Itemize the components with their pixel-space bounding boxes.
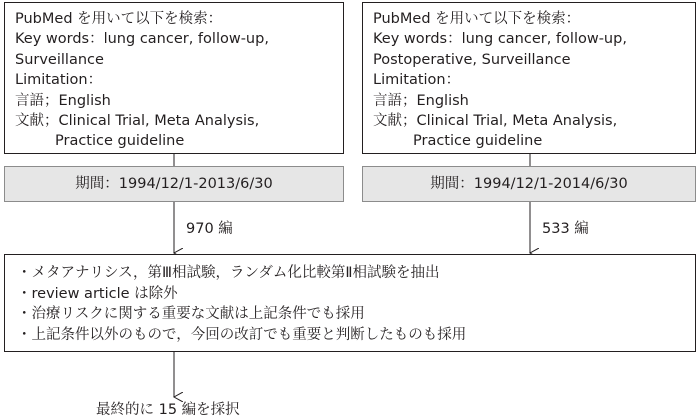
left-search-title: PubMed を用いて以下を検索： [15,11,223,27]
left-keywords-line1: Key words：lung cancer, follow-up, [15,31,269,48]
right-keywords-line1: Key words：lung cancer, follow-up, [373,31,627,48]
left-keywords-line2: Surveillance [15,51,104,68]
right-literature-line2: Practice guideline [413,133,543,150]
left-literature-line2: Practice guideline [55,133,185,150]
right-search-title: PubMed を用いて以下を検索： [373,11,581,27]
criteria-item: ・メタアナリシス，第Ⅲ相試験，ランダム化比較第Ⅱ相試験を抽出 [17,265,440,281]
final-result-label: 最終的に 15 編を採択 [96,402,240,418]
right-period-box: 期間：1994/12/1-2014/6/30 [362,166,696,202]
criteria-item: ・review article は除外 [17,285,178,302]
left-count-label: 970 編 [186,221,233,237]
left-limitation: Limitation： [15,72,103,89]
right-search-box [362,2,696,154]
criteria-box [4,254,696,352]
left-search-box [4,2,344,154]
right-limitation: Limitation： [373,72,461,89]
criteria-item: ・上記条件以外のもので，今回の改訂でも重要と判断したものも採用 [17,326,467,343]
right-language: 言語；English [373,92,469,109]
left-period-box: 期間：1994/12/1-2013/6/30 [4,166,344,202]
left-language: 言語；English [15,92,111,109]
right-keywords-line2: Postoperative, Surveillance [373,51,571,68]
right-count-label: 533 編 [542,221,589,237]
left-literature-line1: 文献；Clinical Trial, Meta Analysis, [15,113,260,130]
criteria-item: ・治療リスクに関する重要な文献は上記条件でも採用 [17,306,365,322]
right-literature-line1: 文献；Clinical Trial, Meta Analysis, [373,113,618,130]
